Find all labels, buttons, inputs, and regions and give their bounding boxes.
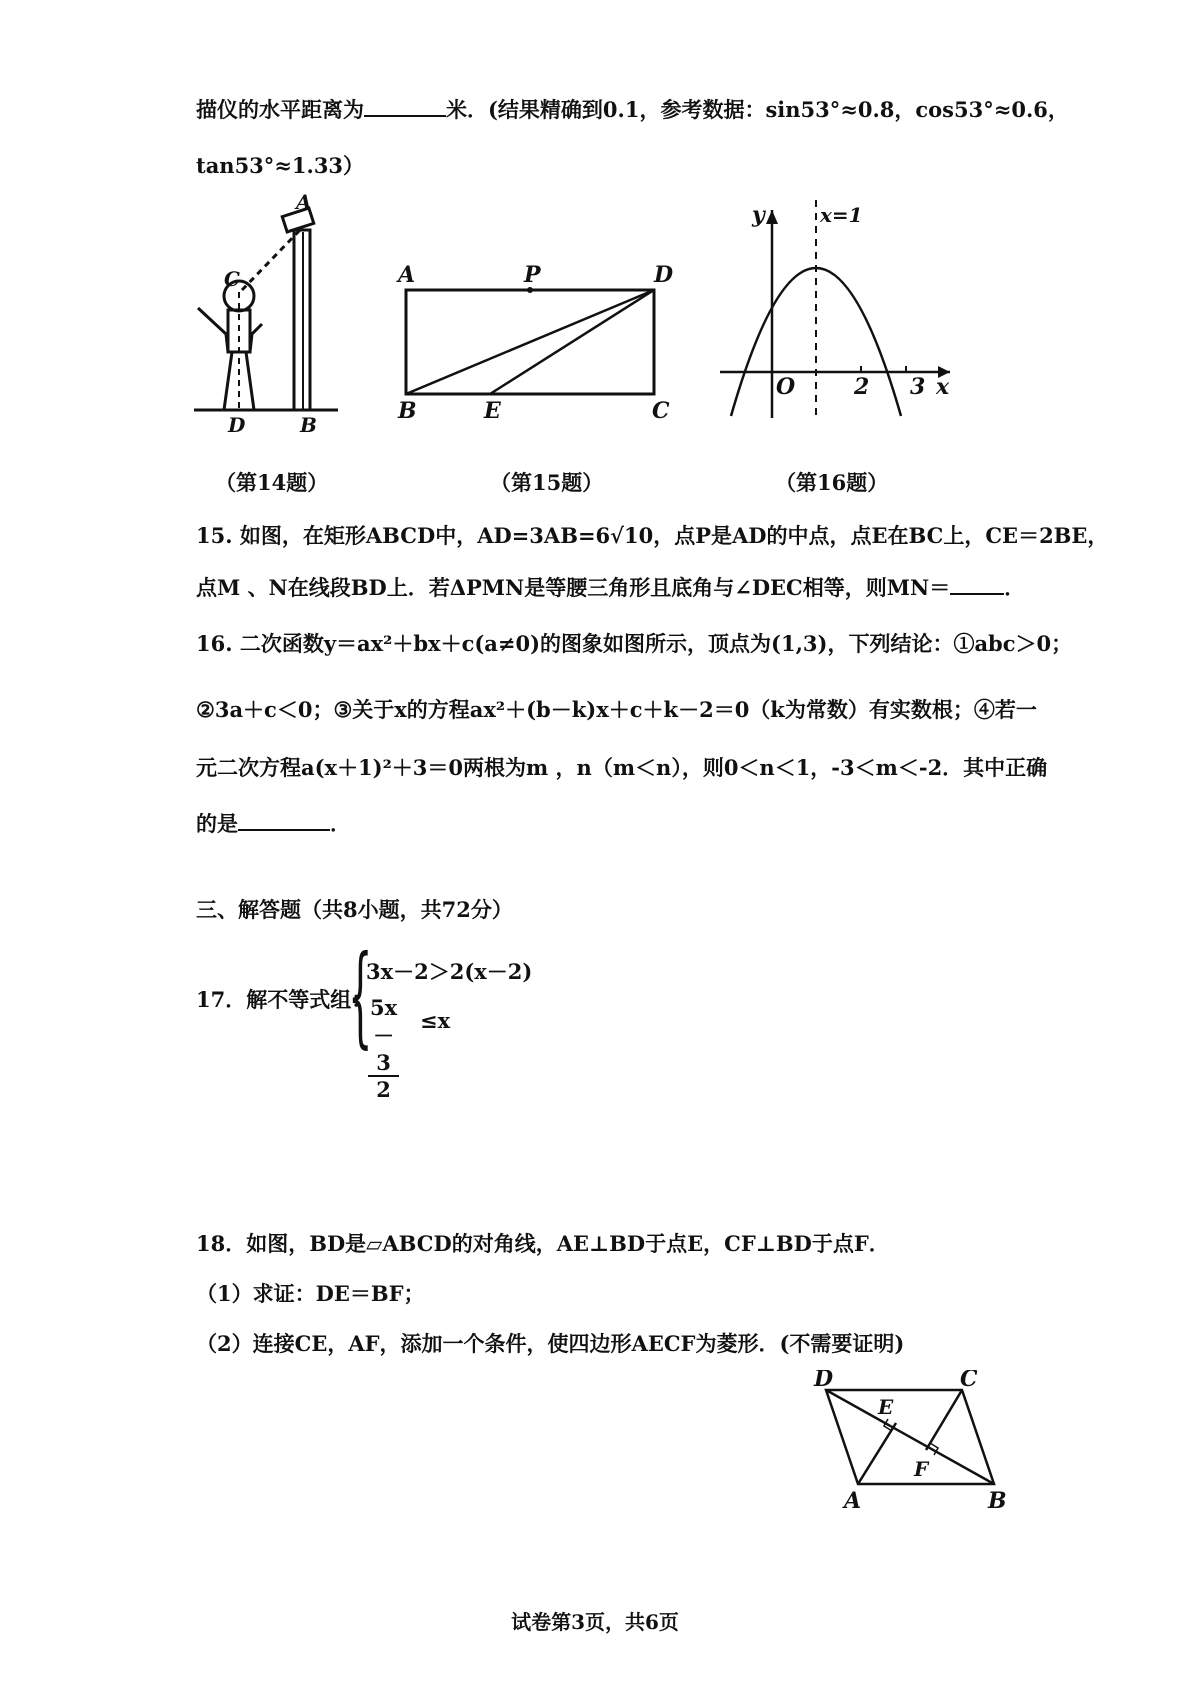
fig18-diagonal-bd: [826, 1390, 994, 1484]
figure-15: [396, 262, 686, 420]
q17-label: 17．解不等式组：: [196, 987, 373, 1012]
fig18-segment-ae: [858, 1423, 896, 1484]
q15-text-3: ．: [1004, 575, 1026, 600]
fig18-label-d: D: [814, 1370, 834, 1392]
caption-fig15: （第15题）: [490, 470, 604, 495]
fig15-label-e: E: [484, 398, 501, 420]
q18-text-1: 18．如图，BD是▱ABCD的对角线，AE⊥BD于点E，CF⊥BD于点F．: [196, 1231, 890, 1256]
fig16-label-3: 3: [910, 374, 926, 400]
fig14-label-d: D: [228, 413, 246, 434]
q14-text-post: 米．(结果精确到0.1，参考数据：sin53°≈0.8，cos53°≈0.6，: [446, 97, 1069, 122]
q16-answer-blank[interactable]: [238, 809, 330, 831]
fig15-label-b: B: [398, 398, 417, 420]
q17-numerator: 5x－3: [370, 995, 398, 1075]
q17-fraction: [368, 995, 399, 1102]
fig15-label-a: A: [398, 262, 416, 288]
q16-text-4: 的是: [196, 811, 238, 836]
fig15-segment-de: [490, 290, 654, 394]
figure-14: [188, 192, 348, 434]
q16-line-4: [196, 808, 351, 838]
q14-reference-line: [196, 150, 364, 180]
figure-18: [812, 1370, 1008, 1510]
caption-fig16: （第16题）: [775, 470, 889, 495]
q17-denominator: 2: [376, 1077, 391, 1102]
fig18-label-c: C: [960, 1370, 978, 1392]
fig18-label-a: A: [844, 1488, 862, 1510]
fig18-segment-cf: [926, 1390, 962, 1450]
q16-line-1: [196, 628, 1072, 658]
q15-answer-blank[interactable]: [950, 573, 1004, 595]
q14-answer-blank[interactable]: [364, 95, 446, 117]
fig16-label-y: y: [752, 202, 765, 228]
q15-line-1: [196, 520, 1108, 550]
fig16-y-arrow: [766, 210, 778, 224]
fig14-label-b: B: [300, 413, 317, 434]
q18-text-2: （1）求证：DE＝BF；: [196, 1281, 425, 1306]
fig14-dashed-sightline: [242, 230, 300, 290]
q18-line-3: [196, 1328, 904, 1358]
q16-text-2: ②3a＋c＜0；③关于x的方程ax²＋(b－k)x＋c＋k－2＝0（k为常数）有实数根；④若一: [196, 697, 1037, 722]
fig15-diagonal-bd: [406, 290, 654, 394]
fig15-label-c: C: [652, 398, 670, 420]
fig14-label-c: C: [224, 267, 240, 291]
q17-brace: {: [348, 931, 373, 1059]
q15-text-1: 15. 如图，在矩形ABCD中，AD=3AB=6√10，点P是AD的中点，点E在BC上，CE＝2BE，: [196, 523, 1109, 548]
q15-line-2: [196, 572, 1025, 602]
q18-text-3: （2）连接CE，AF，添加一个条件，使四边形AECF为菱形．(不需要证明): [196, 1331, 905, 1356]
q18-line-2: [196, 1278, 425, 1308]
fig15-label-d: D: [654, 262, 674, 288]
q16-line-3: [196, 752, 1047, 782]
q16-line-2: [196, 694, 1037, 724]
q14-reference-text: tan53°≈1.33）: [196, 153, 365, 178]
q18-line-1: [196, 1228, 890, 1258]
caption-fig14: （第14题）: [215, 470, 329, 495]
fig15-label-p: P: [524, 262, 541, 288]
q17-inequality-2-rest: ≤x: [420, 1008, 451, 1033]
fig18-label-e: E: [878, 1395, 894, 1419]
fig16-label-2: 2: [854, 374, 870, 400]
fig18-label-b: B: [988, 1488, 1007, 1510]
q16-text-5: ．: [330, 811, 351, 836]
q15-text-2: 点M 、N在线段BD上．若ΔPMN是等腰三角形且底角与∠DEC相等，则MN＝: [196, 575, 951, 600]
fig18-label-f: F: [914, 1457, 929, 1481]
fig14-arms: [198, 308, 262, 352]
fig16-parabola: [731, 268, 901, 416]
fig16-label-x: x: [936, 374, 950, 400]
q16-text-3: 元二次方程a(x＋1)²＋3＝0两根为m ，n（m＜n），则0＜n＜1，-3＜m＜-2．其中正确: [196, 755, 1048, 780]
fig16-label-origin: O: [776, 374, 796, 400]
fig16-label-axis: x=1: [820, 203, 863, 227]
figure-16: [716, 196, 956, 426]
q14-text-pre: 描仪的水平距离为: [196, 97, 364, 122]
page-footer: 试卷第3页，共6页: [511, 1610, 679, 1634]
q16-text-1: 16. 二次函数y＝ax²＋bx＋c(a≠0)的图象如图所示，顶点为(1,3)，下列结论：①abc＞0；: [196, 631, 1073, 656]
section-3-heading: 三、解答题（共8小题，共72分）: [196, 897, 513, 922]
q17-inequality-1: 3x－2＞2(x－2): [366, 959, 533, 984]
q14-continuation-line: [196, 94, 1069, 124]
fig14-label-a: A: [296, 192, 312, 214]
